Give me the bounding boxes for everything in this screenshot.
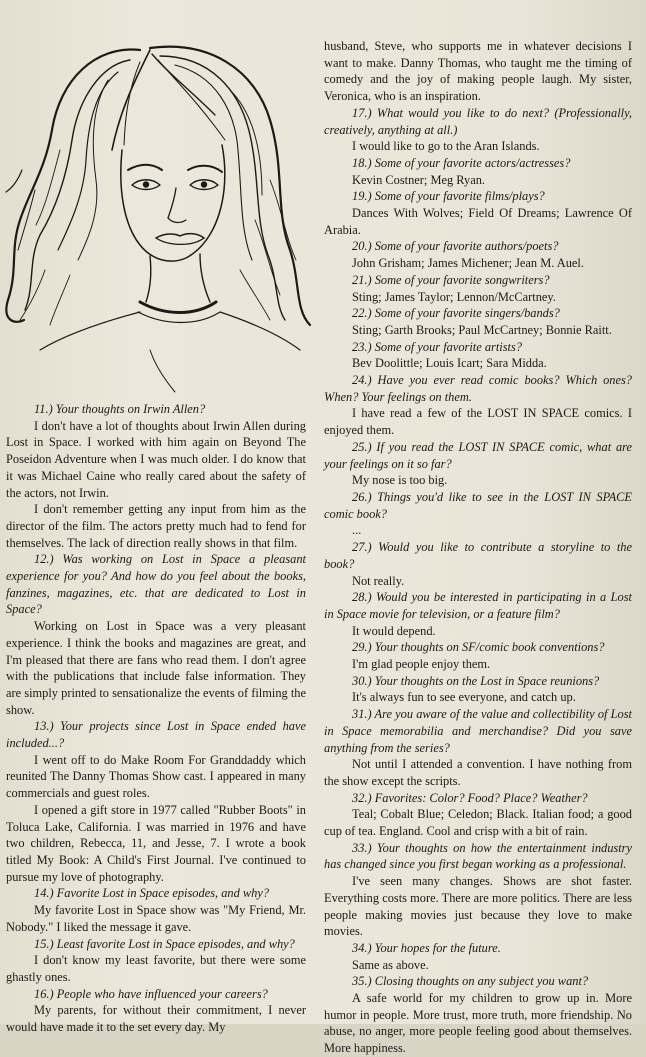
interview-answer: My parents, for without their commitment, I never would have made it to the set every day. My xyxy=(6,1003,306,1035)
interview-answer: Same as above. xyxy=(352,957,429,972)
interview-question: 32.) Favorites: Color? Food? Place? Weather? xyxy=(352,790,588,805)
interview-answer: It's always fun to see everyone, and catch up. xyxy=(352,690,576,705)
interview-answer: Teal; Cobalt Blue; Celedon; Black. Italian food; a good cup of tea. England. Cool and crisp with a bit of rain. xyxy=(324,807,632,839)
interview-answer: ... xyxy=(352,523,362,538)
interview-question: 16.) People who have influenced your careers? xyxy=(34,986,268,1001)
interview-question: 13.) Your projects since Lost in Space ended have included...? xyxy=(6,719,306,751)
interview-answer: I don't have a lot of thoughts about Irwin Allen during Lost in Space. I worked with him again on Beyond The Poseidon Adventure when I was much older. I do know that it was Michael Caine who really cared about the safety of the actors, not Irwin. xyxy=(6,418,306,500)
interview-question: 20.) Some of your favorite authors/poets? xyxy=(352,239,559,254)
interview-question: 28.) Would you be interested in participating in a Lost in Space movie for television, or a feature film? xyxy=(324,590,632,621)
interview-answer: I've seen many changes. Shows are shot faster. Everything costs more. There are more politics. There are less people making movies just because they love to make movies. xyxy=(324,874,632,939)
interview-question: 26.) Things you'd like to see in the LOST IN SPACE comic book? xyxy=(324,489,632,521)
interview-question: 17.) What would you like to do next? (Professionally, creatively, anything at all.) xyxy=(324,105,632,137)
interview-answer: I have read a few of the LOST IN SPACE comics. I enjoyed them. xyxy=(324,406,632,438)
interview-answer: Not until I attended a convention. I have nothing from the show except the scripts. xyxy=(324,757,632,788)
interview-answer: I'm glad people enjoy them. xyxy=(352,657,491,672)
right-text-column xyxy=(324,38,632,1057)
interview-answer: I opened a gift store in 1977 called "Rubber Boots" in Toluca Lake, California. I was married in 1976 and have two children, Rebecca, 11, and Jesse, 7. I wrote a book titled My Book: A Child's First Journal. I've continued to pursue my love of photography. xyxy=(6,802,306,884)
interview-answer: Kevin Costner; Meg Ryan. xyxy=(352,172,486,187)
interview-question: 31.) Are you aware of the value and collectibility of Lost in Space memorabilia and merchandise? Did you save anything from the series? xyxy=(324,707,632,755)
interview-question: 35.) Closing thoughts on any subject you want? xyxy=(352,974,589,989)
interview-question: 21.) Some of your favorite songwriters? xyxy=(352,272,550,287)
interview-answer: My nose is too big. xyxy=(352,473,448,488)
interview-question: 23.) Some of your favorite artists? xyxy=(352,339,523,354)
interview-question: 29.) Your thoughts on SF/comic book conventions? xyxy=(352,640,605,655)
interview-answer: I don't know my least favorite, but there were some ghastly ones. xyxy=(6,953,306,984)
interview-question: 24.) Have you ever read comic books? Which ones? When? Your feelings on them. xyxy=(324,373,632,404)
interview-answer: I went off to do Make Room For Granddaddy which reunited The Danny Thomas Show cast. I appeared in many commercials and guest roles. xyxy=(6,752,306,801)
interview-answer: I would like to go to the Aran Islands. xyxy=(352,139,540,154)
interview-answer: A safe world for my children to grow up in. More humor in people. More trust, more truth, more friendship. No abuse, no anger, more people feeling good about themselves. More happiness. xyxy=(324,991,632,1056)
interview-answer: My favorite Lost in Space show was "My Friend, Mr. Nobody." I liked the message it gave. xyxy=(6,903,306,934)
interview-question: 14.) Favorite Lost in Space episodes, and why? xyxy=(34,886,270,901)
interview-question: 15.) Least favorite Lost in Space episodes, and why? xyxy=(34,936,295,951)
interview-question: 19.) Some of your favorite films/plays? xyxy=(352,189,545,204)
interview-question: 22.) Some of your favorite singers/bands? xyxy=(352,306,560,321)
portrait-illustration xyxy=(0,20,320,400)
interview-answer: Sting; James Taylor; Lennon/McCartney. xyxy=(352,289,556,304)
interview-answer: Not really. xyxy=(352,573,405,588)
interview-answer: Working on Lost in Space was a very pleasant experience. I think the books and magazines are great, and I'm pleased that there are fans who read them. I don't agree with the publications that include false information. They are simply printed to sensationalize the events of filming the show. xyxy=(6,619,306,717)
interview-question: 11.) Your thoughts on Irwin Allen? xyxy=(34,402,206,416)
interview-question: 12.) Was working on Lost in Space a pleasant experience for you? And how do you feel about the books, fanzines, magazines, etc. that are dedicated to Lost in Space? xyxy=(6,552,306,617)
interview-answer: Dances With Wolves; Field Of Dreams; Lawrence Of Arabia. xyxy=(324,206,632,237)
interview-answer: John Grisham; James Michener; Jean M. Auel. xyxy=(352,256,584,271)
interview-answer: I don't remember getting any input from him as the director of the film. The actors pretty much had to fend for themselves. The lack of direction really shows in that film. xyxy=(6,502,306,550)
interview-answer: Bev Doolittle; Louis Icart; Sara Midda. xyxy=(352,356,547,371)
interview-answer: husband, Steve, who supports me in whatever decisions I want to make. Danny Thomas, who taught me the timing of comedy and the joy of making people laugh. My sister, Veronica, who is an inspiration. xyxy=(324,39,632,104)
interview-question: 27.) Would you like to contribute a storyline to the book? xyxy=(324,540,632,571)
interview-question: 34.) Your hopes for the future. xyxy=(352,940,501,955)
interview-question: 18.) Some of your favorite actors/actresses? xyxy=(352,155,571,170)
interview-question: 33.) Your thoughts on how the entertainment industry has changed since you first began working as a professional. xyxy=(324,840,632,872)
interview-answer: It would depend. xyxy=(352,623,436,638)
interview-answer: Sting; Garth Brooks; Paul McCartney; Bonnie Raitt. xyxy=(352,322,612,337)
interview-question: 30.) Your thoughts on the Lost in Space reunions? xyxy=(352,673,600,688)
left-text-column xyxy=(6,401,306,1036)
interview-question: 25.) If you read the LOST IN SPACE comic, what are your feelings on it so far? xyxy=(324,439,632,471)
